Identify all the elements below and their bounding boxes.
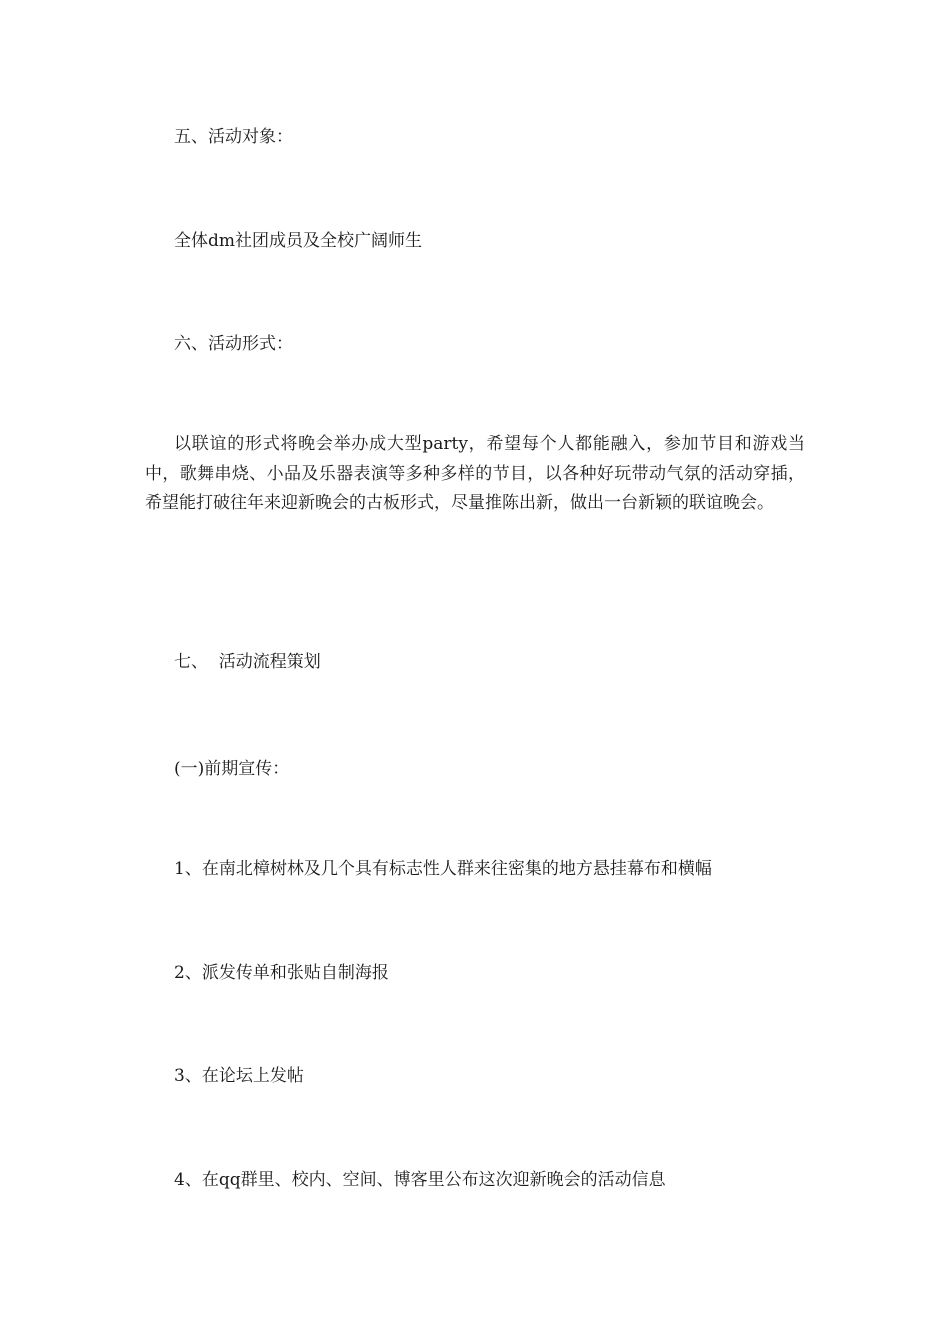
list-item: 4、在qq群里、校内、空间、博客里公布这次迎新晚会的活动信息 [174, 1170, 666, 1190]
list-item: 2、派发传单和张贴自制海报 [174, 963, 389, 983]
section-heading-activity-form: 六、活动形式： [174, 334, 293, 354]
activity-form-paragraph: 以联谊的形式将晚会举办成大型party，希望每个人都能融入，参加节目和游戏当中，歌舞串烧、小品及乐器表演等多种多样的节目，以各种好玩带动气氛的活动穿插，希望能打破往年来迎新晚会的古板形式，尽量推陈出新，做出一台新颖的联谊晚会。 [145, 434, 805, 513]
subsection-heading-promotion: (一)前期宣传： [174, 759, 290, 779]
list-item: 3、在论坛上发帖 [174, 1066, 304, 1086]
activity-target-text: 全体dm社团成员及全校广阔师生 [174, 231, 423, 251]
list-item: 1、在南北樟树林及几个具有标志性人群来往密集的地方悬挂幕布和横幅 [174, 859, 712, 879]
section-heading-activity-target: 五、活动对象： [174, 127, 293, 147]
section-heading-activity-process: 七、 活动流程策划 [174, 652, 321, 672]
